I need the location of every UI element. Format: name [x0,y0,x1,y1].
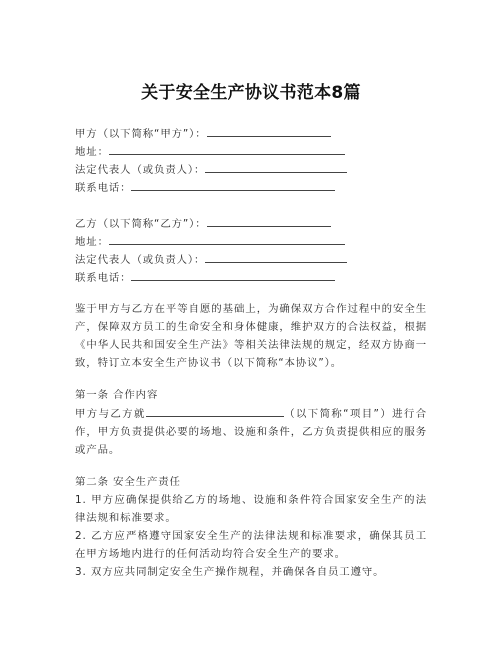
party-a-phone-blank [131,178,335,191]
article-1-heading: 第一条 合作内容 [75,389,159,401]
party-a-phone-label: 联系电话： [75,182,132,194]
document-body [75,124,427,581]
article-1-text-after: （以下简称“项目”）进行 [283,408,416,420]
party-b-name-line [75,214,427,232]
party-a-rep-label: 法定代表人（或负责人）： [75,164,206,176]
party-b-phone-line [75,268,427,286]
party-b-address-line [75,232,427,250]
party-b-rep-label: 法定代表人（或负责人）： [75,254,206,266]
article-1-text-before: 甲方与乙方就 [75,408,146,420]
party-a-address-line [75,142,427,160]
article-1-body [75,404,427,459]
document-title: 关于安全生产协议书范本8篇 [141,83,361,103]
party-b-phone-label: 联系电话： [75,272,132,284]
party-b-phone-blank [131,268,335,281]
party-a-name-label: 甲方（以下简称“甲方”）： [75,128,207,140]
party-b-rep-line [75,250,427,268]
party-b-name-blank [207,214,331,227]
party-b-address-label: 地址： [75,236,109,248]
party-a-name-line [75,124,427,142]
party-b-rep-blank [205,250,347,263]
party-a-phone-line [75,178,427,196]
article-2-item-3: 3. 双方应共同制定安全生产操作规程，并确保各自员工遵守。 [75,566,385,578]
article-2-item-1: 1. 甲方应确保提供给乙方的场地、设施和条件符合国家安全生产的法律法规和标准要求。 [75,494,427,524]
project-name-blank [146,404,284,417]
article-1-text-rest: 合作，甲方负责提供必要的场地、设施和条件，乙方负责提供相应的服务或产品。 [75,408,427,456]
party-a-rep-blank [205,160,347,173]
article-2-heading: 第二条 安全生产责任 [75,476,181,488]
party-a-address-blank [109,142,345,155]
preamble-paragraph: 鉴于甲方与乙方在平等自愿的基础上，为确保双方合作过程中的安全生产，保障双方员工的生命安全和身体健康，维护双方的合法权益，根据《中华人民共和国安全生产法》等相关法律法规的规定，经双方协商一致，特订立本安全生产协议书（以下简称“本协议”）。 [75,303,427,369]
party-b-name-label: 乙方（以下简称“乙方”）： [75,218,207,230]
party-a-rep-line [75,160,427,178]
party-b-address-blank [109,232,345,245]
article-2-item-2: 2. 乙方应严格遵守国家安全生产的法律法规和标准要求，确保其员工在甲方场地内进行的任何活动均符合安全生产的要求。 [75,530,427,560]
party-a-name-blank [207,124,331,137]
party-a-address-label: 地址： [75,146,109,158]
